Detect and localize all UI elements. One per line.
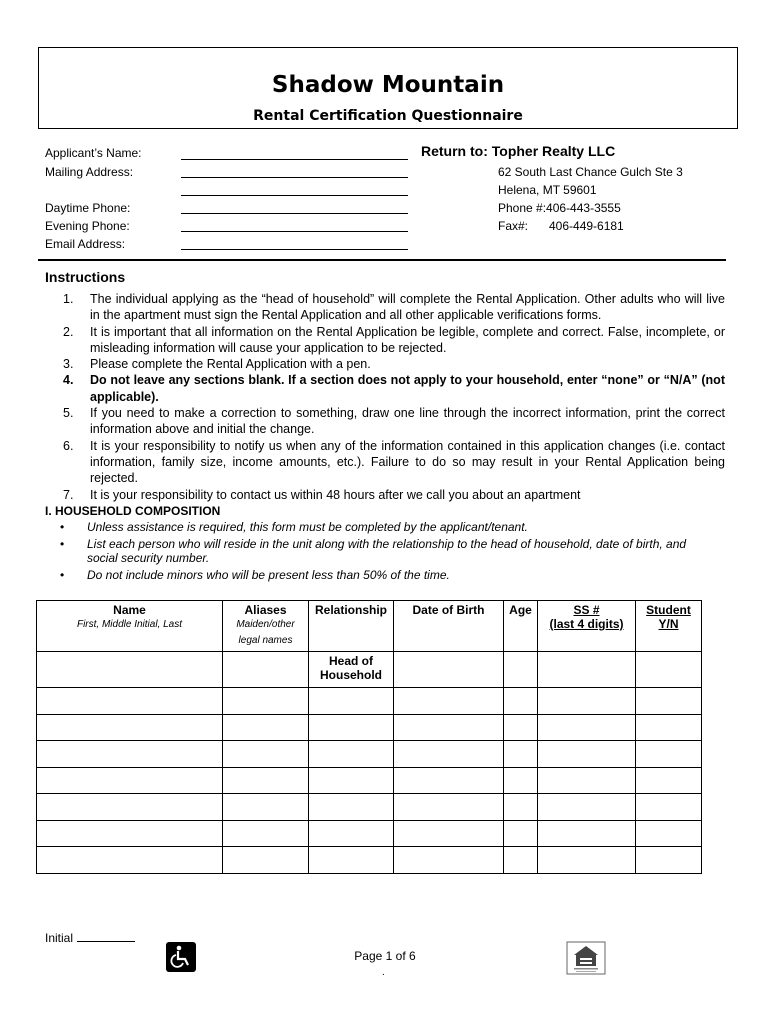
email-address-field[interactable] xyxy=(181,249,408,250)
page-number: Page 1 of 6 xyxy=(354,949,416,963)
household-heading: I. HOUSEHOLD COMPOSITION xyxy=(45,504,221,518)
instruction-item: 2. It is important that all information on the Rental Application be legible, complete and correct. False, incomplete, or misleading information will cause your application to be rejected. xyxy=(63,324,725,355)
col-ss: SS # (last 4 digits) xyxy=(538,601,636,652)
table-row xyxy=(37,767,702,794)
applicant-name-label: Applicant’s Name: xyxy=(45,146,142,160)
return-city: Helena, MT 59601 xyxy=(498,183,597,197)
evening-phone-field[interactable] xyxy=(181,231,408,232)
table-row xyxy=(37,847,702,874)
col-age: Age xyxy=(504,601,538,652)
table-row xyxy=(37,820,702,847)
table-header-row xyxy=(37,601,702,652)
evening-phone-label: Evening Phone: xyxy=(45,219,130,233)
equal-housing-opportunity-icon xyxy=(566,941,606,975)
instruction-item: 6. It is your responsibility to notify us when any of the information contained in this application changes (i.e. contact information, family size, income amounts, etc.). Failure to do so may result in your Rental Application being rejected. xyxy=(63,438,725,486)
col-name: Name First, Middle Initial, Last xyxy=(37,601,223,652)
return-street: 62 South Last Chance Gulch Ste 3 xyxy=(498,165,683,179)
return-phone: Phone #:406-443-3555 xyxy=(498,201,621,215)
mailing-address-field-1[interactable] xyxy=(181,177,408,178)
bullet-item: • Do not include minors who will be present less than 50% of the time. xyxy=(60,567,450,582)
col-relationship: Relationship xyxy=(309,601,394,652)
col-student: Student Y/N xyxy=(636,601,702,652)
instructions-list xyxy=(63,291,725,503)
header-box xyxy=(38,47,738,129)
page-title: Shadow Mountain xyxy=(271,72,505,98)
page-subtitle: Rental Certification Questionnaire xyxy=(253,108,523,124)
return-to-heading: Return to: Topher Realty LLC xyxy=(421,143,616,159)
initial-label: Initial xyxy=(45,931,74,945)
return-fax-label: Fax#: xyxy=(498,219,529,233)
col-dob: Date of Birth xyxy=(394,601,504,652)
household-bullets xyxy=(60,520,710,584)
head-of-household-cell: Head of Household xyxy=(309,652,394,688)
instruction-item: 7. It is your responsibility to contact us within 48 hours after we call you about an apartment xyxy=(63,487,581,502)
applicant-name-field[interactable] xyxy=(181,159,408,160)
instructions-heading: Instructions xyxy=(45,269,126,285)
bullet-item: • Unless assistance is required, this form must be completed by the applicant/tenant. xyxy=(60,520,528,534)
mailing-address-label: Mailing Address: xyxy=(45,165,134,179)
table-row xyxy=(37,652,702,688)
return-fax-number: 406-449-6181 xyxy=(549,219,624,233)
col-aliases: Aliases Maiden/other legal names xyxy=(223,601,309,652)
table-row xyxy=(37,794,702,821)
divider xyxy=(38,259,726,261)
bullet-item: • List each person who will reside in the unit along with the relationship to the head of household, date of birth, and social security number. xyxy=(60,536,687,565)
table-row xyxy=(37,741,702,768)
initial-field[interactable] xyxy=(45,931,135,945)
daytime-phone-label: Daytime Phone: xyxy=(45,201,131,215)
email-address-label: Email Address: xyxy=(45,237,126,251)
table-row xyxy=(37,688,702,715)
household-table xyxy=(36,600,702,874)
instruction-item: 5. If you need to make a correction to something, draw one line through the incorrect information, print the correct information above and initial the change. xyxy=(63,406,725,437)
instruction-item: 4. Do not leave any sections blank. If a section does not apply to your household, enter “none” or “N/A” (not applicable). xyxy=(63,373,725,404)
table-row xyxy=(37,714,702,741)
mailing-address-field-2[interactable] xyxy=(181,195,408,196)
instruction-item: 1. The individual applying as the “head of household” will complete the Rental Application. Other adults who will live in the apartment must sign the Rental Application and all other applicable verifications forms. xyxy=(63,292,725,323)
daytime-phone-field[interactable] xyxy=(181,213,408,214)
instruction-item: 3. Please complete the Rental Application with a pen. xyxy=(63,357,371,372)
footer-dot: . xyxy=(382,967,385,978)
